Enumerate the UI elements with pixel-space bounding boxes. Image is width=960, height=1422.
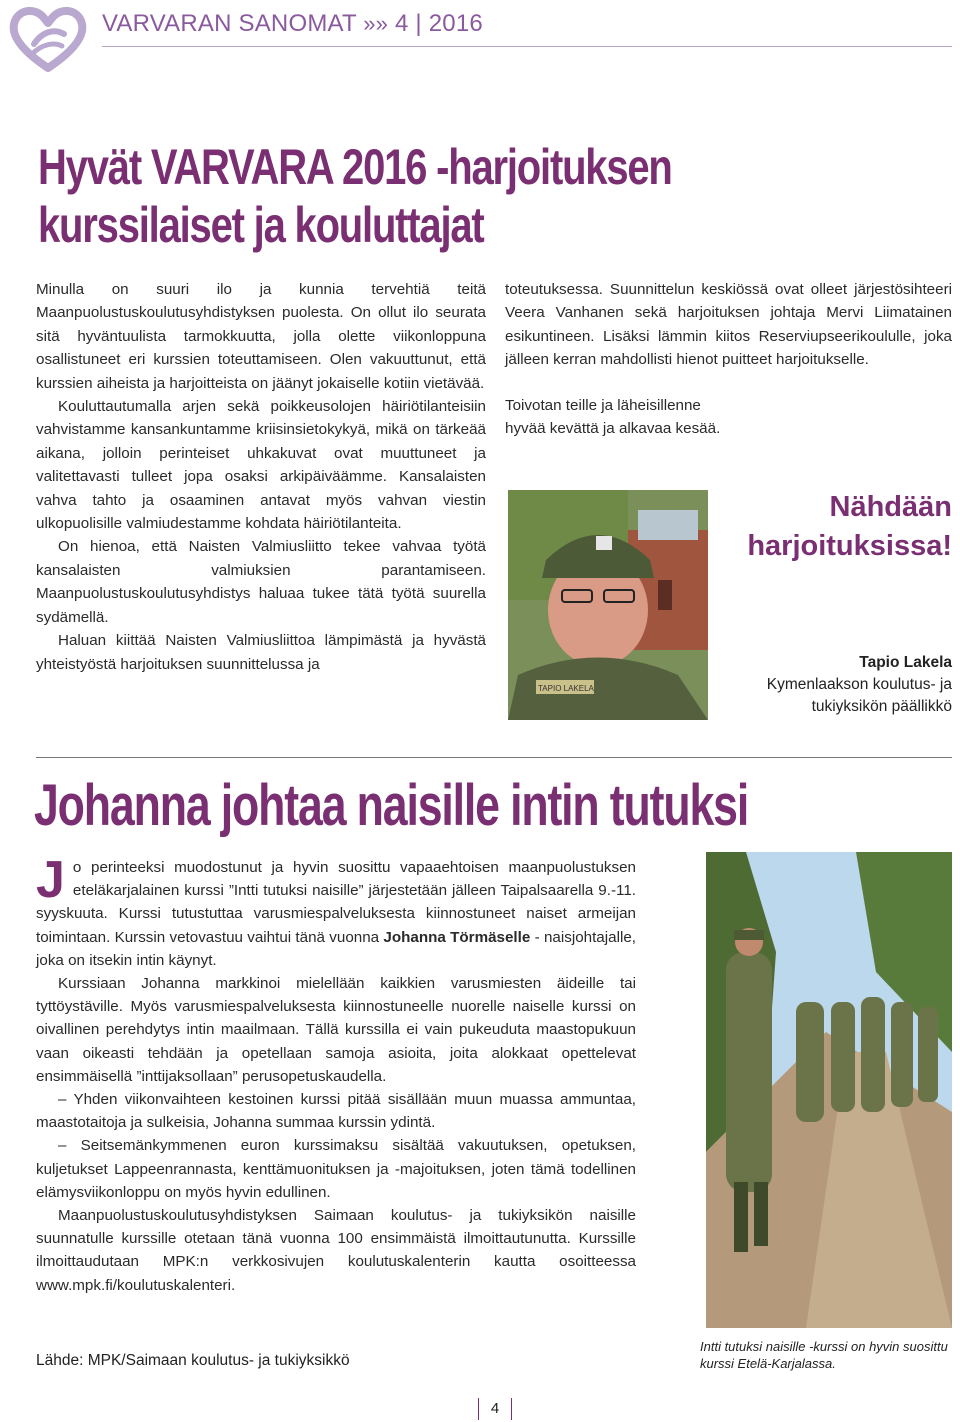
article2-column [36, 851, 636, 1297]
dropcap: J [36, 851, 65, 909]
portrait-photo [508, 490, 708, 720]
article1-paragraph: Minulla on suuri ilo ja kunnia tervehtiä teitä Maanpuolustuskoulutusyhdistyksen puolesta. On ollut ilo seurata sitä hyväntuulista tarmokkuutta, jolla olette viikonloppuna osallistuneet eri kurssien toteuttamiseen. Olen vakuuttunut, että kurssien aiheista ja harjoitteista on jäänyt jokaiselle kotiin vietävää. [36, 281, 486, 392]
article2-paragraph: – Seitsemänkymmenen euron kurssimaksu sisältää vakuutuksen, opetuksen, kuljetukset Lappeenrannasta, kenttämuonituksen ja -majoituksen, joten tämä todellinen elämysviikonloppu on myös hyvin edullinen. [36, 1137, 636, 1201]
article1-greeting [505, 394, 952, 441]
article2-paragraph: Kurssiaan Johanna markkinoi mielellään kaikkien varusmiesten äideille tai tyttöystäville. Myös varusmiespalveluksesta kiinnostuneelle nuorelle naiselle kurssi on oivallinen perehdytys intin maailmaan. Tällä kurssilla ei vain pukeuduta maastopukuun vaan oikeasti tehdään ja opetellaan samoja asioita, joita alokkaat opettelevat ensimmäisellä ”inttijaksollaan” perusopetuskaudella. [36, 975, 636, 1085]
signature-name: Tapio Lakela [859, 654, 952, 671]
article2-title: Johanna johtaa naisille intin tutuksi [34, 773, 749, 838]
article2-paragraph: Maanpuolustuskoulutusyhdistyksen Saimaan koulutus- ja tukiyksikön naisille suunnatulle kurssille otetaan tänä vuonna 100 ensimmäistä ilmoittautunutta. Kurssille ilmoittaudutaan MPK:n verkkosivujen koulutuskalenterin kautta osoitteessa www.mpk.fi/koulutuskalenteri. [36, 1207, 636, 1294]
article1-column2 [505, 278, 952, 440]
greeting-line2: hyvää kevättä ja alkavaa kesää. [505, 420, 721, 438]
article1-paragraph: Kouluttautumalla arjen sekä poikkeusolojen häiriötilanteisiin vahvistamme kansankuntamme kriisinsietokykyä, mikä on tärkeää aikana, jolloin perinteiset uhkakuvat ovat muuttuneet ja valitettavasti tulleet jopa osaksi arkipäiväämme. Kansalaisten vahva tahto ja osaaminen antavat myös vahvan viestin ulkopuolisille valmiudestamme kohdata häiriötilanteita. [36, 398, 486, 533]
issue-number: 4 | 2016 [395, 10, 483, 37]
marching-soldiers-photo [706, 852, 952, 1328]
article1-title-line1: Hyvät VARVARA 2016 -harjoituksen [38, 139, 672, 195]
header-title [102, 10, 483, 38]
source-credit: Lähde: MPK/Saimaan koulutus- ja tukiyksikkö [36, 1352, 350, 1369]
cta-line2: harjoituksissa! [747, 530, 952, 562]
article1-title-line2: kurssilaiset ja kouluttajat [38, 197, 484, 253]
header-rule [102, 46, 952, 47]
heart-logo-icon [8, 4, 88, 74]
signature-block [712, 652, 952, 718]
header-separator: »» [363, 11, 389, 36]
article1-paragraph: Haluan kiittää Naisten Valmiusliittoa lämpimästä ja hyvästä yhteistyöstä harjoituksen suunnittelussa ja [36, 632, 486, 673]
article2-paragraph [36, 851, 636, 972]
article2-paragraph: – Yhden viikonvaihteen kestoinen kurssi pitää sisällään muun muassa ammuntaa, maastotaitoja ja sulkeisia, Johanna summaa kurssin ydintä. [36, 1091, 636, 1132]
photo-name-tag: TAPIO LAKELA [538, 684, 594, 693]
article2-text: o perinteeksi muodostunut ja hyvin suosittu vapaaehtoisen maanpuolustuksen eteläkarjalainen kurssi ”Intti tutuksi naisille” järjestetään jälleen Taipalsaarella 9.-11. syyskuuta. Kurssi tutustuttaa varusmiespalveluksesta kiinnostuneet naiset armeijan toimintaan. Kurssin vetovastuu vaihtui tänä vuonna [36, 859, 636, 946]
article2-bold-name: Johanna Törmäselle [383, 928, 531, 946]
page-number: 4 [478, 1398, 512, 1420]
photo-caption: Intti tutuksi naisille -kurssi on hyvin suosittu kurssi Etelä-Karjalassa. [700, 1339, 948, 1371]
signature-role-line2: tukiyksikön päällikkö [811, 698, 952, 715]
article1-paragraph: toteutuksessa. Suunnittelun keskiössä ovat olleet järjestösihteeri Veera Vanhanen sekä harjoituksen johtaja Mervi Liimatainen esikuntineen. Lisäksi lämmin kiitos Reserviupseerikoululle, joka jälleen kerran mahdollisti hienot puitteet harjoitukselle. [505, 281, 952, 369]
publication-name: VARVARAN SANOMAT [102, 10, 357, 37]
article1-column1 [36, 278, 486, 676]
cta-line1: Nähdään [829, 491, 952, 523]
article1-paragraph: On hienoa, että Naisten Valmiusliitto tekee vahvaa työtä kansalaisten valmiuksien parantamiseen. Maanpuolustuskoulutusyhdistys haluaa tukee tätä työtä suurella sydämellä. [36, 538, 486, 626]
greeting-line1: Toivotan teille ja läheisillenne [505, 396, 701, 414]
signature-role-line1: Kymenlaakson koulutus- ja [766, 676, 952, 693]
call-to-action [722, 488, 952, 566]
article2-text: - naisjohtajalle, joka on itsekin intin käynyt. [36, 928, 636, 969]
section-divider [36, 757, 952, 758]
